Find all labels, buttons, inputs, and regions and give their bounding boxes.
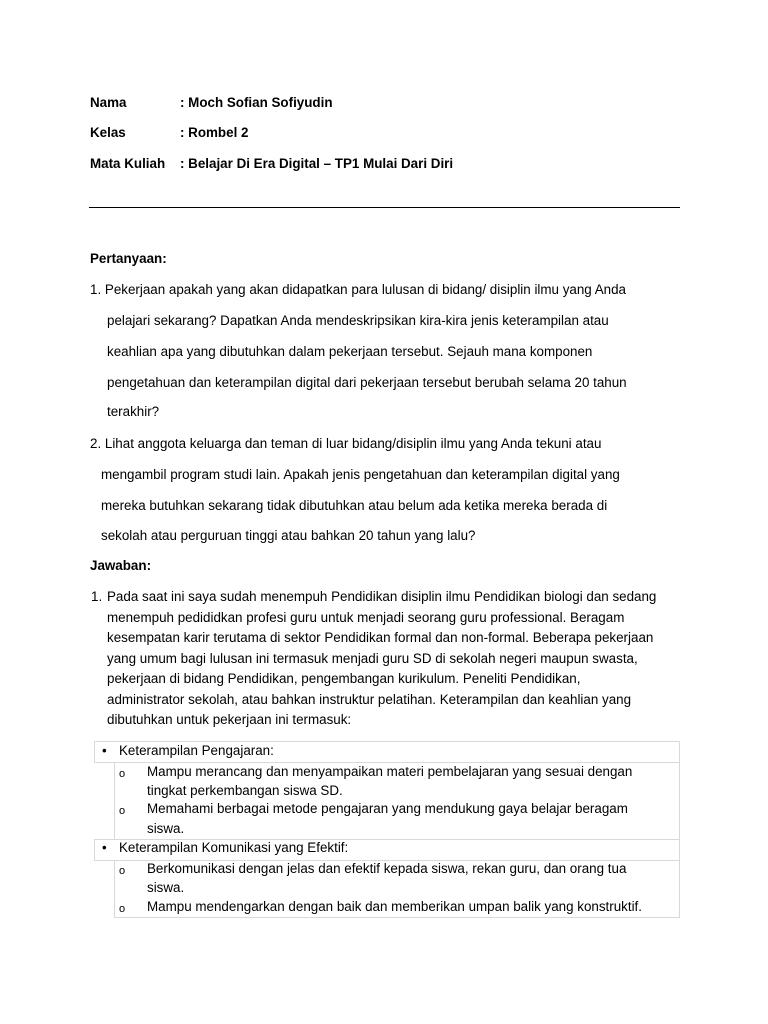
skill-item-line: Memahami berbagai metode pengajaran yang mendukung gaya belajar beragam [147,801,628,816]
class-label: Kelas [90,125,126,140]
skill-item-line: Berkomunikasi dengan jelas dan efektif kepada siswa, rekan guru, dan orang tua [147,861,627,876]
bullet-icon: • [102,840,107,855]
question-1-line: 1. Pekerjaan apakah yang akan didapatkan para lulusan di bidang/ disiplin ilmu yang Anda [90,282,627,297]
header-divider [89,207,680,208]
question-1-line: terakhir? [107,404,160,419]
answer-1-line: yang umum bagi lulusan ini termasuk menjadi guru SD di sekolah negeri maupun swasta, [107,651,638,666]
skill-item-line: siswa. [147,821,185,836]
skill-title: Keterampilan Komunikasi yang Efektif: [119,840,349,855]
name-label: Nama [90,95,127,110]
answer-1-number: 1. [91,589,103,604]
answers-heading: Jawaban: [90,558,152,573]
skills-table [94,741,680,918]
answer-1-line: dibutuhkan untuk pekerjaan ini termasuk: [107,712,352,727]
question-2-line: mengambil program studi lain. Apakah jenis pengetahuan dan keterampilan digital yang [101,467,620,482]
question-2-line: mereka butuhkan sekarang tidak dibutuhkan atau belum ada ketika mereka berada di [101,498,608,513]
question-1-line: keahlian apa yang dibutuhkan dalam pekerjaan tersebut. Sejauh mana komponen [107,344,593,359]
answer-1-line: Pada saat ini saya sudah menempuh Pendidikan disiplin ilmu Pendidikan biologi dan sedang [107,589,657,604]
skill-item-line: tingkat perkembangan siswa SD. [147,783,343,798]
answer-1-line: pekerjaan di bidang Pendidikan, pengembangan kurikulum. Peneliti Pendidikan, [107,671,581,686]
sub-bullet-icon: o [119,768,126,780]
skill-title: Keterampilan Pengajaran: [119,743,274,758]
header-name-row [90,95,333,110]
question-2-line: sekolah atau perguruan tinggi atau bahkan 20 tahun yang lalu? [101,528,476,543]
class-value: : Rombel 2 [180,125,249,140]
sub-bullet-icon: o [119,805,126,817]
name-value: : Moch Sofian Sofiyudin [180,95,333,110]
question-2-line: 2. Lihat anggota keluarga dan teman di luar bidang/disiplin ilmu yang Anda tekuni atau [90,436,602,451]
bullet-icon: • [102,743,107,758]
answer-1-line: administrator sekolah, atau bahkan instruktur pelatihan. Keterampilan dan keahlian yang [107,692,632,707]
course-label: Mata Kuliah [90,156,166,171]
answer-1-line: menempuh pedididkan profesi guru untuk menjadi seorang guru professional. Beragam [107,610,625,625]
sub-bullet-icon: o [119,903,126,915]
skill-item-line: siswa. [147,880,185,895]
skill-item-line: Mampu merancang dan menyampaikan materi pembelajaran yang sesuai dengan [147,764,633,779]
course-value: : Belajar Di Era Digital – TP1 Mulai Dari Diri [180,156,454,171]
question-1-line: pelajari sekarang? Dapatkan Anda mendeskripsikan kira-kira jenis keterampilan atau [107,313,609,328]
sub-bullet-icon: o [119,865,126,877]
answer-1-line: kesempatan karir terutama di sektor Pendidikan formal dan non-formal. Beberapa pekerjaan [107,630,654,645]
skill-item-line: Mampu mendengarkan dengan baik dan memberikan umpan balik yang konstruktif. [147,899,642,914]
header-class-row [90,125,248,140]
header-course-row [90,156,453,171]
questions-heading: Pertanyaan: [90,251,167,266]
question-1-line: pengetahuan dan keterampilan digital dari pekerjaan tersebut berubah selama 20 tahun [107,375,627,390]
